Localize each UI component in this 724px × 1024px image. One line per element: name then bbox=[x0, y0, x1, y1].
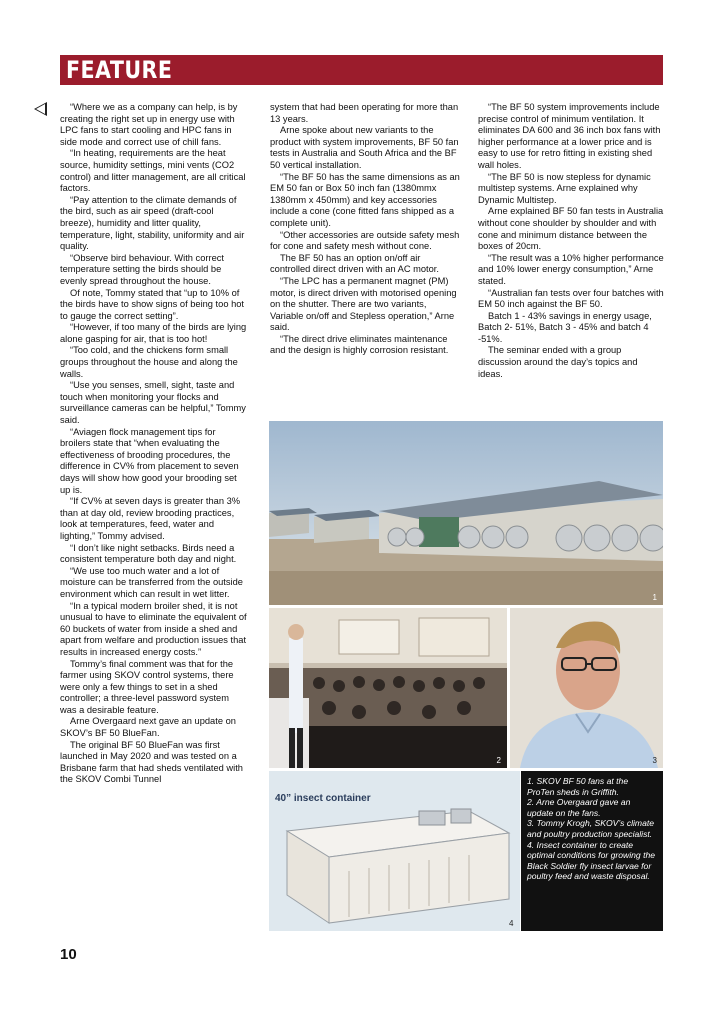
paragraph: “The BF 50 is now stepless for dynamic multistep systems. Arne explained why Dynamic Multistep. bbox=[478, 171, 651, 205]
previous-page-arrow-icon[interactable] bbox=[34, 102, 47, 116]
photo-captions bbox=[521, 771, 663, 931]
caption-1: 1. SKOV BF 50 fans at the ProTen sheds in Griffith. bbox=[527, 776, 629, 797]
photo-number: 4 bbox=[509, 919, 514, 928]
feature-banner bbox=[60, 55, 663, 85]
paragraph: “Too cold, and the chickens form small groups throughout the house and along the walls. bbox=[60, 345, 238, 379]
paragraph: “Other accessories are outside safety mesh for cone and safety mesh without cone. bbox=[270, 229, 460, 252]
paragraph: Of note, Tommy stated that “up to 10% of the birds have to show signs of being too hot to gauge the correct setting”. bbox=[60, 287, 244, 321]
photo-insect-container bbox=[269, 771, 520, 931]
paragraph: “Observe bird behaviour. With correct temperature setting the birds should be evenly spread throughout the house. bbox=[60, 252, 224, 286]
paragraph: The seminar ended with a group discussion around the day’s topics and ideas. bbox=[478, 345, 638, 379]
paragraph: “If CV% at seven days is greater than 3% than at day old, review brooding practices, look at temperatures, feed, water and lighting,” Tommy advised. bbox=[60, 496, 241, 541]
paragraph: “However, if too many of the birds are lying alone gasping for air, that is too hot! bbox=[60, 322, 247, 344]
paragraph: “The direct drive eliminates maintenance and the design is highly corrosion resistant. bbox=[270, 333, 449, 356]
caption-4: 4. Insect container to create optimal conditions for growing the Black Soldier fly insect larvae for poultry feed and waste disposal. bbox=[527, 839, 656, 882]
paragraph: “The BF 50 system improvements include precise control of minimum ventilation. It eliminates DA 600 and 36 inch box fans with higher performance at a lower price and is easy to use for retro fitting in existing shed wall holes. bbox=[478, 102, 661, 170]
section-label: FEATURE bbox=[66, 56, 173, 84]
paragraph: system that had been operating for more than 13 years. bbox=[270, 102, 459, 124]
article-column-1 bbox=[60, 102, 248, 786]
paragraph: “Australian fan tests over four batches with EM 50 inch against the BF 50. bbox=[478, 287, 664, 310]
photo-fan-sheds bbox=[269, 421, 663, 605]
paragraph: “Use you senses, smell, sight, taste and touch when monitoring your flocks and surveillance cameras can be helpful,” Tommy said. bbox=[60, 380, 246, 426]
paragraph: Tommy’s final comment was that for the farmer using SKOV control systems, there were only a few things to set in a shed controller; a three-level password system was a desirable feature. bbox=[60, 658, 234, 715]
paragraph: The original BF 50 BlueFan was first launched in May 2020 and was tested on a Brisbane farm that had sheds ventilated with the SKOV Combi Tunnel bbox=[60, 739, 243, 785]
photo-seminar-room bbox=[269, 608, 507, 768]
paragraph: “Where we as a company can help, is by creating the right set up in energy use with LPC fans to start cooling and HPC fans in side mode and correct use of chill fans. bbox=[60, 102, 238, 147]
paragraph: “I don’t like night setbacks. Birds need a consistent temperature both day and night. bbox=[60, 542, 237, 565]
paragraph: “In heating, requirements are the heat source, humidity settings, mini vents (CO2 control) and litter management, are all critical factors. bbox=[60, 148, 246, 194]
page-number: 10 bbox=[60, 946, 77, 963]
paragraph: “The result was a 10% higher performance and 10% lower energy consumption,” Arne stated. bbox=[478, 252, 664, 286]
paragraph: Arne spoke about new variants to the product with system improvements, BF 50 fan tests in Australia and South Africa and the BF 50 vertical installation. bbox=[270, 125, 459, 170]
container-label: 40” insect container bbox=[275, 793, 371, 804]
paragraph: Arne explained BF 50 fan tests in Australia without cone shoulder by shoulder and with cone and minimum distance between the boxes of 20cm. bbox=[478, 206, 664, 252]
paragraph: The BF 50 has an option on/off air controlled direct driven with an AC motor. bbox=[270, 252, 439, 275]
paragraph: “The BF 50 has the same dimensions as an EM 50 fan or Box 50 inch fan (1380mmx 1380mm x 450mm) and key accessories include a cone (cone fitted fans shipped as a complete unit). bbox=[270, 171, 460, 228]
photo-number: 2 bbox=[496, 756, 501, 765]
paragraph: Batch 1 - 43% savings in energy usage, Batch 2- 51%, Batch 3 - 45% and batch 4 -51%. bbox=[478, 310, 652, 344]
photo-number: 3 bbox=[652, 756, 657, 765]
paragraph: Arne Overgaard next gave an update on SKOV’s BF 50 BlueFan. bbox=[60, 716, 236, 739]
article-column-3 bbox=[478, 102, 664, 380]
paragraph: “We use too much water and a lot of moisture can be transferred from the outside environment which can result in wet litter. bbox=[60, 565, 243, 599]
photo-number: 1 bbox=[652, 593, 657, 602]
caption-2: 2. Arne Overgaard gave an update on the fans. bbox=[527, 797, 631, 818]
paragraph: “Pay attention to the climate demands of the bird, such as air speed (draft-cool breeze), humidity and litter quality, temperature, light, stability, uniformity and air quality. bbox=[60, 194, 245, 252]
caption-3: 3. Tommy Krogh, SKOV’s climate and poultry production specialist. bbox=[527, 818, 655, 839]
photo-speaker-portrait bbox=[510, 608, 663, 768]
paragraph: “Aviagen flock management tips for broilers state that “when evaluating the effectiveness of brooding procedures, the difference in CV% from placement to seven days will show how good your brooding set up is. bbox=[60, 426, 239, 495]
paragraph: “The LPC has a permanent magnet (PM) motor, is direct driven with motorised opening on the shutter. There are two variants, Variable on/off and Stepless operation,” Arne said. bbox=[270, 275, 457, 333]
article-column-2 bbox=[270, 102, 460, 357]
paragraph: “In a typical modern broiler shed, it is not unusual to have to eliminate the equivalent of 60 buckets of water from inside a shed and apart from welfare and production issues that results in increased energy costs.” bbox=[60, 600, 247, 657]
